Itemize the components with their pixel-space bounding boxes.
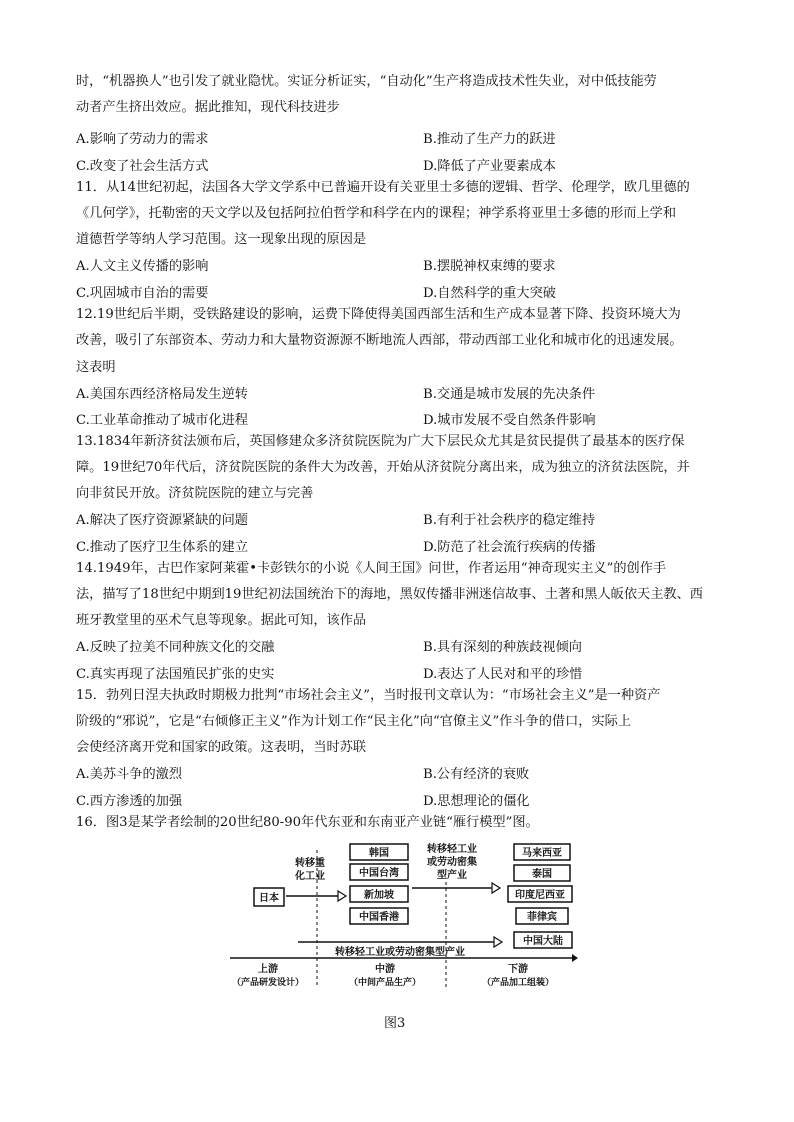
middle-box-label: 中国台湾: [359, 868, 399, 879]
downstream-box-label: 泰国: [532, 869, 552, 880]
heavy-label: 转移重: [295, 858, 325, 869]
question-12-line: 改善，吸引了东部资本、劳动力和大量物资源源不断地流人西部，带动西部工业化和城市化的迅速发展。: [76, 333, 683, 348]
option-c: C.改变了社会生活方式: [76, 159, 209, 174]
question-13-line: 13.1834年新济贫法颁布后，英国修建众多济贫院医院为广大下层民众尤其是贫民提供了最基本的医疗保: [76, 434, 685, 449]
option-c: C.西方渗透的加强: [76, 794, 183, 809]
option-d: D.降低了产业要素成本: [423, 159, 556, 174]
japan-label: 日本: [259, 893, 279, 904]
upstream-sub: （产品研发设计）: [231, 978, 305, 988]
light-label: 转移轻工业: [427, 844, 477, 855]
option-b: B.公有经济的衰败: [423, 767, 530, 782]
question-11-line: 道德哲学等纳人学习范围。这一现象出现的原因是: [76, 232, 367, 247]
question-13-line: 障。19世纪70年代后，济贫院医院的条件大为改善，开始从济贫院分离出来，成为独立的济贫法医院，并: [76, 460, 690, 475]
question-15-line: 会使经济离开党和国家的政策。这表明，当时苏联: [76, 740, 367, 755]
option-a: A.美苏斗争的激烈: [76, 767, 183, 782]
text-line: 时，“机器换人”也引发了就业隐忧。实证分析证实，“自动化”生产将造成技术性失业，对中低技能劳: [76, 74, 657, 89]
upstream-label: 上游: [258, 964, 278, 975]
option-d: D.城市发展不受自然条件影响: [423, 413, 596, 428]
option-c: C.推动了医疗卫生体系的建立: [76, 540, 249, 555]
option-a: A.人文主义传播的影响: [76, 259, 209, 274]
question-15-line: 15．勃列日涅夫执政时期极力批判“市场社会主义”，当时报刊文章认为：“市场社会主义”是一种资产: [76, 688, 661, 703]
option-b: B.摆脱神权束缚的要求: [423, 259, 556, 274]
light-label: 或劳动密集: [427, 857, 477, 868]
figure-caption: 图3: [384, 1016, 406, 1031]
downstream-sub: （产品加工组装）: [481, 978, 555, 988]
downstream-label: 下游: [508, 964, 528, 975]
downstream-box-label: 菲律宾: [527, 912, 557, 923]
middle-box-label: 中国香港: [359, 912, 399, 923]
question-14-line: 14.1949年，古巴作家阿莱霍•卡彭铁尔的小说《人间王国》问世，作者运用“神奇现实主义”的创作手: [76, 561, 667, 576]
question-12-line: 12.19世纪后半期，受铁路建设的影响，运费下降使得美国西部生活和生产成本显著下降、投资环境大为: [76, 307, 681, 322]
question-14-line: 法，描写了18世纪中期到19世纪初法国统治下的海地，黑奴传播非洲迷信故事、土著和黑人皈依天主教、西: [76, 587, 703, 602]
question-16-line: 16．图3是某学者绘制的20世纪80-90年代东亚和东南亚产业链“雁行模型”图。: [76, 815, 539, 830]
option-a: A.美国东西经济格局发生逆转: [76, 387, 248, 402]
question-13-line: 向非贫民开放。济贫院医院的建立与完善: [76, 486, 314, 501]
option-d: D.思想理论的僵化: [423, 794, 530, 809]
option-d: D.防范了社会流行疾病的传播: [423, 540, 596, 555]
downstream-box-label: 印度尼西亚: [515, 890, 565, 901]
option-d: D.表达了人民对和平的珍惜: [423, 667, 583, 682]
option-c: C.工业革命推动了城市化进程: [76, 413, 249, 428]
light-label: 型产业: [437, 870, 467, 881]
option-b: B.交通是城市发展的先决条件: [423, 387, 596, 402]
option-a: A.解决了医疗资源紧缺的问题: [76, 513, 248, 528]
question-11-line: 《几何学》，托勒密的天文学以及包括阿拉伯哲学和科学在内的课程；神学系将亚里士多德的形而上学和: [76, 206, 677, 221]
option-a: A.反映了拉美不同种族文化的交融: [76, 640, 275, 655]
option-c: C.真实再现了法国殖民扩张的史实: [76, 667, 275, 682]
downstream-box-label: 马来西亚: [522, 848, 562, 859]
option-d: D.自然科学的重大突破: [423, 286, 556, 301]
option-b: B.具有深刻的种族歧视倾向: [423, 640, 582, 655]
option-b: B.推动了生产力的跃进: [423, 132, 556, 147]
bottom-arrow-label: 转移轻工业或劳动密集型产业: [335, 947, 465, 958]
flying-geese-diagram: [220, 838, 580, 998]
heavy-label: 化工业: [295, 871, 325, 882]
midstream-sub: （中间产品生产）: [348, 978, 422, 988]
option-b: B.有利于社会秩序的稳定维持: [423, 513, 596, 528]
question-11-line: 11．从14世纪初起，法国各大学文学系中已普遍开设有关亚里士多德的逻辑、哲学、伦理学，欧几里德的: [76, 180, 690, 195]
option-a: A.影响了劳动力的需求: [76, 132, 209, 147]
middle-box-label: 新加坡: [364, 890, 394, 901]
question-14-line: 班牙教堂里的巫术气息等现象。据此可知，该作品: [76, 613, 367, 628]
midstream-label: 中游: [375, 964, 395, 975]
middle-box-label: 韩国: [369, 848, 389, 859]
downstream-box-label: 中国大陆: [523, 936, 563, 947]
option-c: C.巩固城市自治的需要: [76, 286, 209, 301]
question-15-line: 阶级的“邪说”，它是“右倾修正主义”作为计划工作“民主化”向“官僚主义”作斗争的借口，实际上: [76, 714, 632, 729]
question-12-line: 这表明: [76, 360, 116, 375]
text-line: 动者产生挤出效应。据此推知，现代科技进步: [76, 100, 340, 115]
